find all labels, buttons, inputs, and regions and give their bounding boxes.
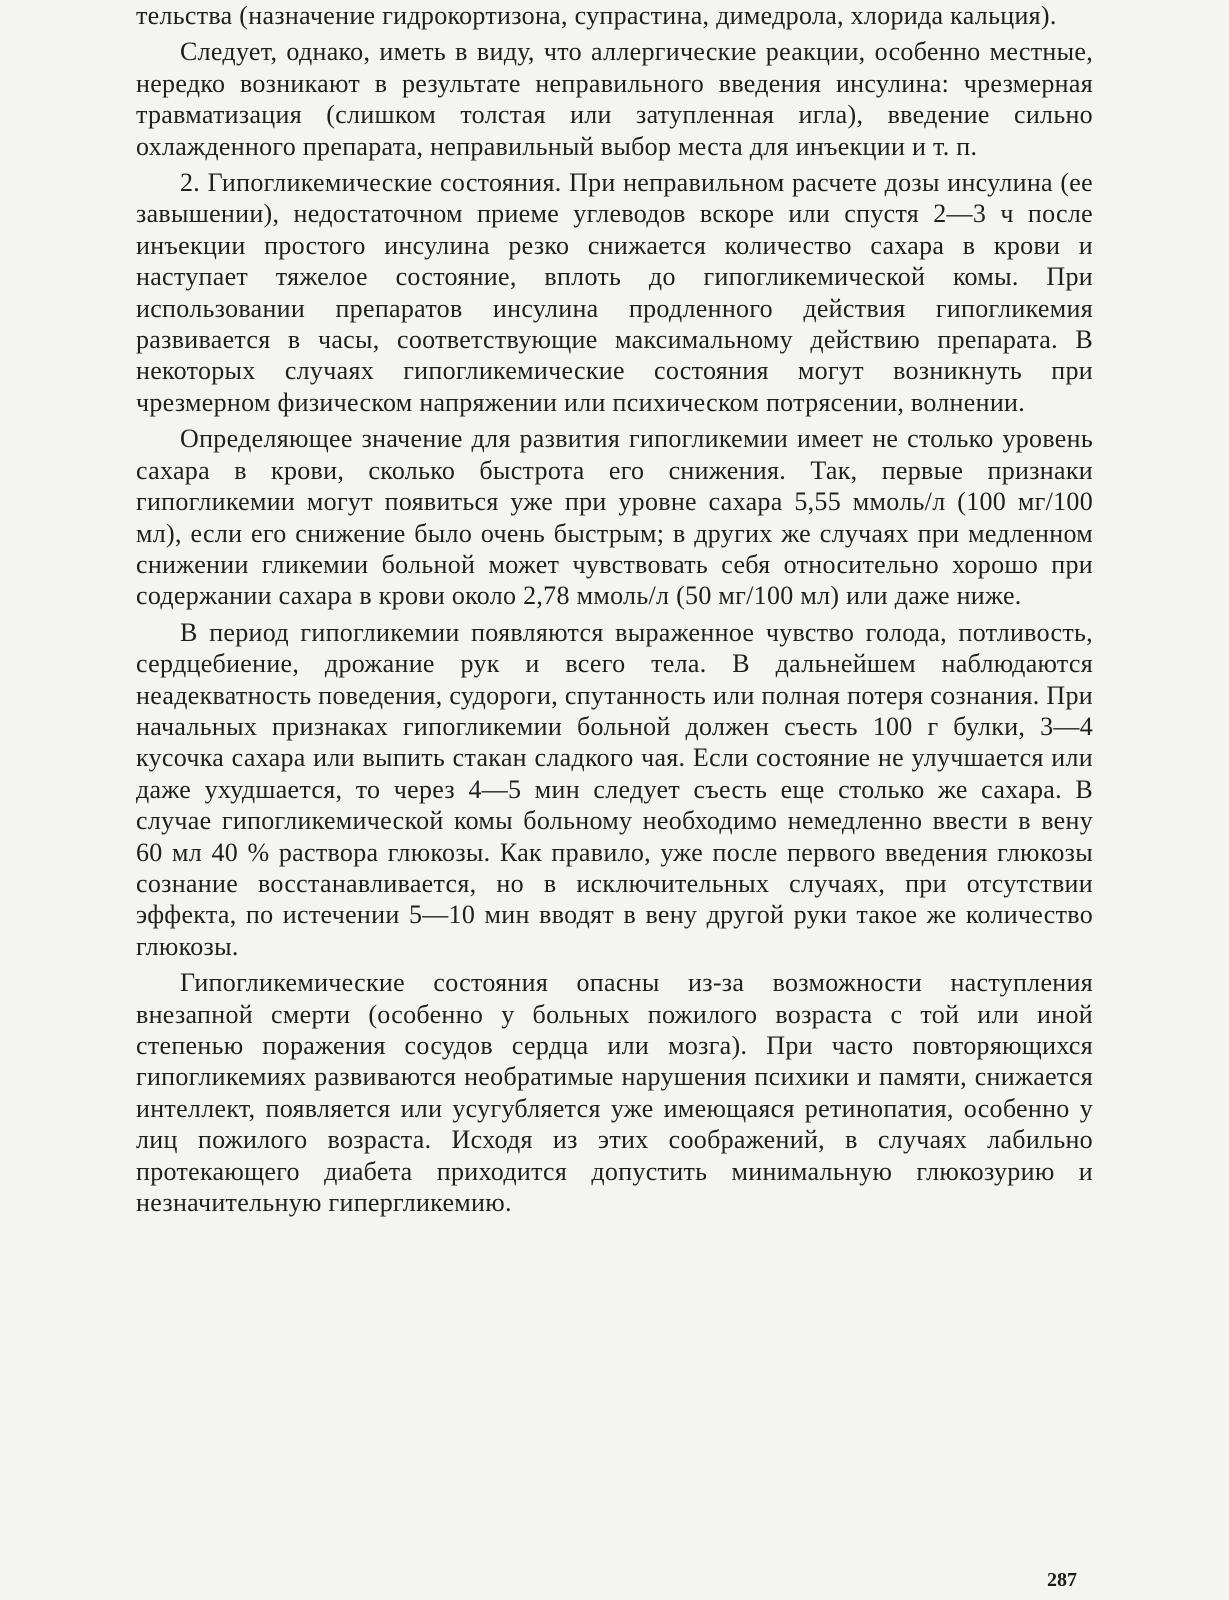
paragraph-determining-factor: Определяющее значение для развития гипогликемии имеет не столько уровень сахара в крови, сколько быстрота его снижения. Так, первые признаки гипогликемии могут появиться уже при уровне сахара 5,55 ммоль/л (100 мг/100 мл), если его снижение было очень быстрым; в других же случаях при медленном снижении гликемии больной может чувствовать себя относительно хорошо при содержании сахара в крови около 2,78 ммоль/л (50 мг/100 мл) или даже ниже. xyxy=(136,424,1093,611)
paragraph-dangers: Гипогликемические состояния опасны из-за возможности наступления внезапной смерти (особенно у больных пожилого возраста с той или иной степенью поражения сосудов сердца или мозга). При часто повторяющихся гипогликемиях развиваются необратимые нарушения психики и памяти, снижается интеллект, появляется или усугубляется уже имеющаяся ретинопатия, особенно у лиц пожилого возраста. Исходя из этих соображений, в случаях лабильно протекающего диабета приходится допустить минимальную глюкозурию и незначительную гипергликемию. xyxy=(136,968,1093,1218)
paragraph-allergy-note: Следует, однако, иметь в виду, что аллергические реакции, особенно местные, нередко возникают в результате неправильного введения инсулина: чрезмерная травматизация (слишком толстая или затупленная игла), введение сильно охлажденного препарата, неправильный выбор места для инъекции и т. п. xyxy=(136,37,1093,161)
page-number: 287 xyxy=(1047,1569,1077,1591)
paragraph-hypoglycemic-states: 2. Гипогликемические состояния. При неправильном расчете дозы инсулина (ее завышении), недостаточном приеме углеводов вскоре или спустя 2—3 ч после инъекции простого инсулина резко снижается количество сахара в крови и наступает тяжелое состояние, вплоть до гипогликемической комы. При использовании препаратов инсулина продленного действия гипогликемия развивается в часы, соответствующие максимальному действию препарата. В некоторых случаях гипогликемические состояния могут возникнуть при чрезмерном физическом напряжении или психическом потрясении, волнении. xyxy=(136,168,1093,417)
paragraph-continuation: тельства (назначение гидрокортизона, супрастина, димедрола, хлорида кальция). xyxy=(136,1,1057,30)
book-page xyxy=(136,0,1093,1600)
paragraph-symptoms-treatment: В период гипогликемии появляются выраженное чувство голода, потливость, сердцебиение, дрожание рук и всего тела. В дальнейшем наблюдаются неадекватность поведения, судороги, спутанность или полная потеря сознания. При начальных признаках гипогликемии больной должен съесть 100 г булки, 3—4 кусочка сахара или выпить стакан сладкого чая. Если состояние не улучшается или даже ухудшается, то через 4—5 мин следует съесть еще столько же сахара. В случае гипогликемической комы больному необходимо немедленно ввести в вену 60 мл 40 % раствора глюкозы. Как правило, уже после первого введения глюкозы сознание восстанавливается, но в исключительных случаях, при отсутствии эффекта, по истечении 5—10 мин вводят в вену другой руки такое же количество глюкозы. xyxy=(136,617,1093,961)
